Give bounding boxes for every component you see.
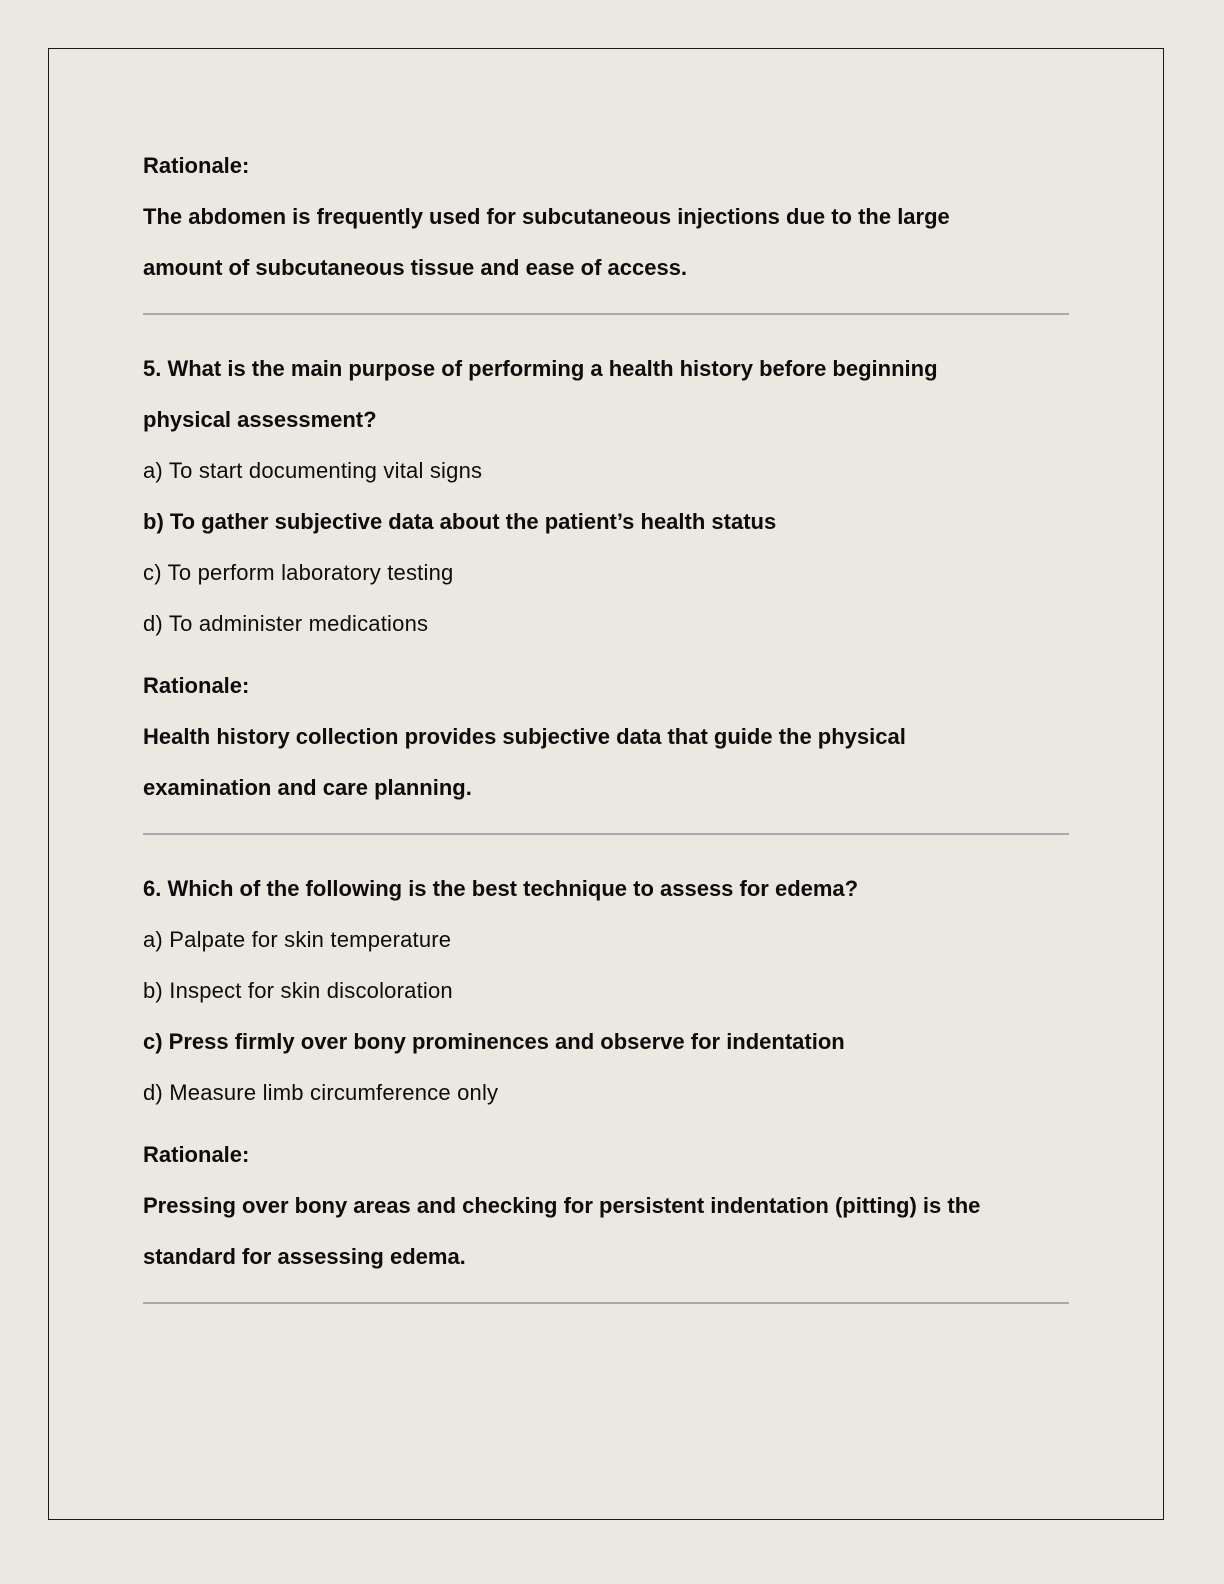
rationale-text-line: Pressing over bony areas and checking for persistent indentation (pitting) is the — [143, 1193, 981, 1218]
rationale-text-line: examination and care planning. — [143, 775, 472, 800]
option-b-correct: b) To gather subjective data about the patient’s health status — [143, 509, 777, 534]
option-b: b) Inspect for skin discoloration — [143, 978, 453, 1003]
question-text-line: 6. Which of the following is the best technique to assess for edema? — [143, 876, 859, 901]
question-6-block — [143, 863, 1073, 1282]
rationale-label: Rationale: — [143, 1142, 250, 1167]
option-a: a) To start documenting vital signs — [143, 458, 483, 483]
option-d: d) To administer medications — [143, 611, 429, 636]
rationale-label: Rationale: — [143, 153, 250, 178]
option-c: c) To perform laboratory testing — [143, 560, 454, 585]
rationale-block-q4 — [143, 140, 1073, 293]
question-text-line: physical assessment? — [143, 407, 377, 432]
option-c-correct: c) Press firmly over bony prominences and observe for indentation — [143, 1029, 845, 1054]
rationale-label: Rationale: — [143, 673, 250, 698]
section-divider — [143, 1302, 1069, 1304]
rationale-text-line: standard for assessing edema. — [143, 1244, 466, 1269]
option-d: d) Measure limb circumference only — [143, 1080, 499, 1105]
rationale-text-line: amount of subcutaneous tissue and ease of access. — [143, 255, 688, 280]
option-a: a) Palpate for skin temperature — [143, 927, 452, 952]
question-text-line: 5. What is the main purpose of performing a health history before beginning — [143, 356, 938, 381]
rationale-text-line: The abdomen is frequently used for subcutaneous injections due to the large — [143, 204, 950, 229]
question-5-block — [143, 343, 1073, 813]
rationale-text-line: Health history collection provides subjective data that guide the physical — [143, 724, 906, 749]
document-content — [143, 140, 1073, 1304]
